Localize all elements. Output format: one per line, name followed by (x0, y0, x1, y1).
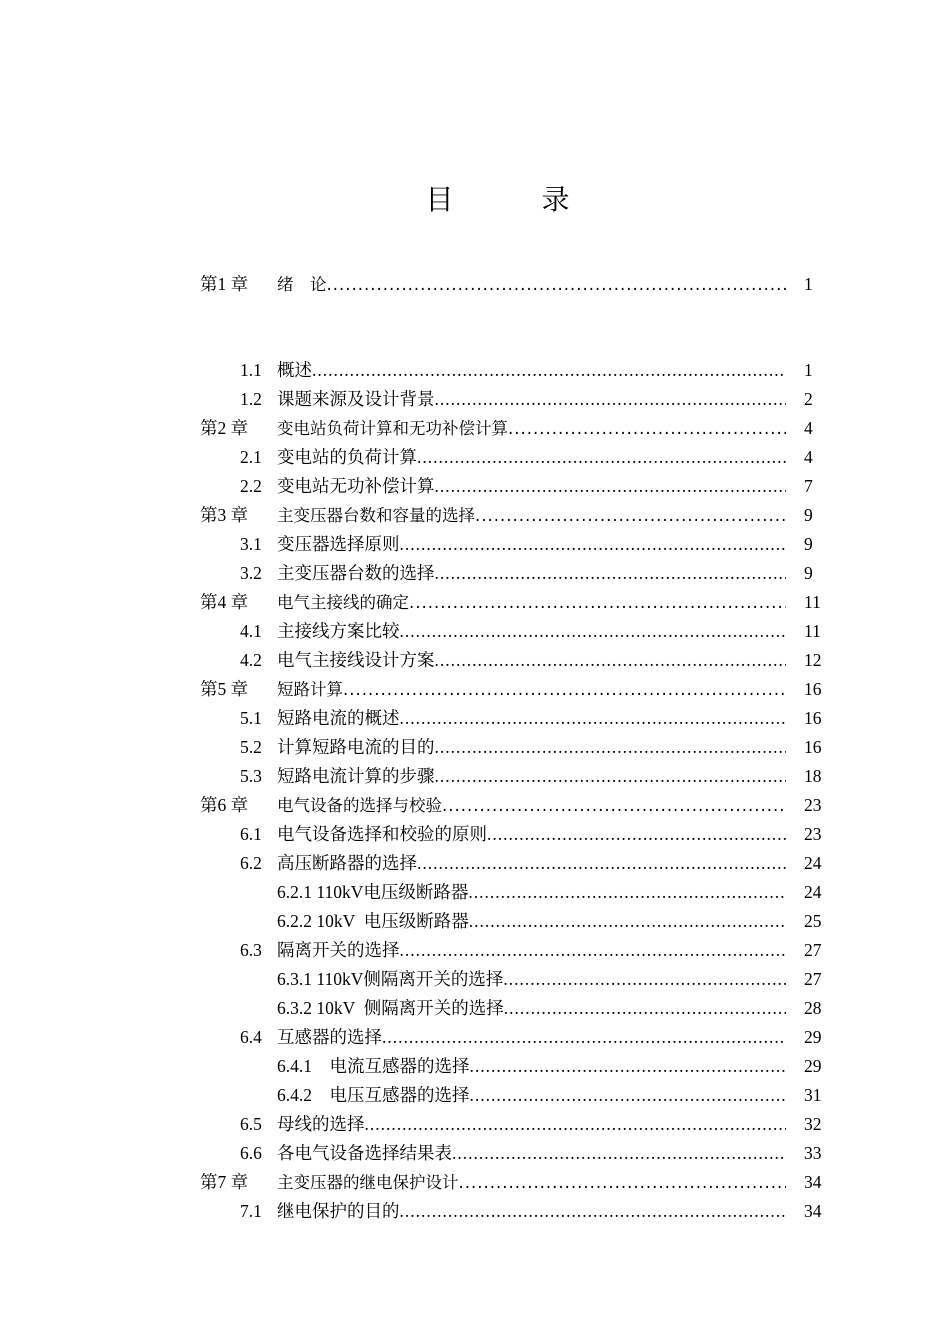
toc-entry-page: 31 (804, 1085, 822, 1105)
toc-entry[interactable] (200, 414, 840, 443)
toc-entry-page: 1 (804, 274, 813, 294)
toc-entry-page: 25 (804, 911, 822, 931)
toc-leader-dots (327, 270, 787, 299)
toc-entry-title: 短路电流计算的步骤 (277, 766, 435, 786)
toc-leader-dots (442, 791, 786, 820)
toc-entry[interactable] (200, 443, 840, 472)
toc-leader-dots (417, 849, 786, 878)
toc-entry[interactable] (200, 733, 840, 762)
toc-entry-page: 2 (804, 389, 813, 409)
toc-entry-title: 电气主接线的确定 (277, 593, 409, 612)
toc-entry-title: 电压互感器的选择 (316, 1085, 470, 1105)
toc-entry[interactable] (200, 849, 840, 878)
toc-entry-page: 16 (804, 679, 822, 699)
toc-leader-dots (503, 965, 786, 994)
toc-leader-dots (504, 994, 786, 1023)
toc-entry-title: 计算短路电流的目的 (277, 737, 435, 757)
toc-entry-number: 5.2 (240, 737, 262, 757)
toc-entry-title: 主变压器台数的选择 (277, 563, 435, 583)
toc-entry-title: 主变压器台数和容量的选择 (277, 506, 475, 525)
toc-entry-title: 主变压器的继电保护设计 (277, 1173, 459, 1192)
toc-leader-dots (382, 1023, 786, 1052)
toc-entry[interactable] (200, 617, 840, 646)
toc-entry-title: 变压器选择原则 (277, 534, 400, 554)
toc-entry[interactable] (200, 559, 840, 588)
toc-entry[interactable] (200, 1081, 840, 1110)
toc-entry[interactable] (200, 356, 840, 385)
toc-entry-page: 23 (804, 824, 822, 844)
toc-leader-dots (452, 1139, 786, 1168)
toc-entry-page: 29 (804, 1027, 822, 1047)
toc-leader-dots (475, 501, 786, 530)
toc-entry-title: 电气设备的选择与校验 (277, 796, 442, 815)
toc-leader-dots (468, 878, 786, 907)
toc-leader-dots (470, 1081, 787, 1110)
toc-entry-number: 6.4.1 (277, 1056, 317, 1076)
toc-entry-page: 18 (804, 766, 822, 786)
toc-leader-dots (400, 530, 787, 559)
toc-entry-title: 电流互感器的选择 (316, 1056, 470, 1076)
toc-entry-number: 6.4.2 (277, 1085, 317, 1105)
toc-entry-page: 9 (804, 505, 813, 525)
toc-entry-number: 6.3.2 (277, 998, 317, 1018)
toc-leader-dots (400, 936, 787, 965)
toc-entry-number: 4.2 (240, 650, 262, 670)
toc-entry[interactable] (200, 791, 840, 820)
toc-entry-title: 绪 论 (277, 275, 327, 294)
toc-entry-page: 16 (804, 737, 822, 757)
toc-entry-page: 29 (804, 1056, 822, 1076)
toc-leader-dots (365, 1110, 787, 1139)
toc-entry-number: 7.1 (240, 1201, 262, 1221)
toc-entry-title: 短路计算 (277, 680, 343, 699)
table-of-contents (200, 270, 840, 1226)
toc-entry-number: 6.3 (240, 940, 262, 960)
toc-entry-title: 母线的选择 (277, 1114, 365, 1134)
toc-entry-number: 6.2.1 (277, 882, 317, 902)
toc-entry[interactable] (200, 936, 840, 965)
toc-entry-title: 高压断路器的选择 (277, 853, 417, 873)
toc-entry-title: 隔离开关的选择 (277, 940, 400, 960)
toc-leader-dots (435, 472, 787, 501)
toc-entry-number: 6.6 (240, 1143, 262, 1163)
toc-entry-page: 12 (804, 650, 822, 670)
toc-entry-number: 6.3.1 (277, 969, 317, 989)
toc-leader-dots (435, 559, 787, 588)
toc-entry-page: 34 (804, 1172, 822, 1192)
toc-entry[interactable] (200, 704, 840, 733)
toc-entry[interactable] (200, 762, 840, 791)
toc-entry-title: 变电站无功补偿计算 (277, 476, 435, 496)
toc-entry-title: 110kV侧隔离开关的选择 (316, 969, 504, 989)
toc-entry[interactable] (200, 270, 840, 299)
toc-entry-title: 主接线方案比较 (277, 621, 400, 641)
toc-entry-title: 概述 (277, 360, 312, 380)
toc-entry[interactable] (200, 1139, 840, 1168)
toc-entry-page: 27 (804, 940, 822, 960)
toc-entry-number: 6.4 (240, 1027, 262, 1047)
toc-leader-dots (435, 385, 787, 414)
toc-entry-number: 第7 章 (200, 1172, 249, 1192)
toc-entry-number: 6.2.2 (277, 911, 317, 931)
toc-entry-title: 各电气设备选择结果表 (277, 1143, 452, 1163)
toc-entry-page: 11 (804, 592, 821, 612)
toc-entry[interactable] (200, 385, 840, 414)
toc-entry-page: 9 (804, 534, 813, 554)
toc-entry-title: 电气主接线设计方案 (277, 650, 435, 670)
toc-entry-title: 变电站的负荷计算 (277, 447, 417, 467)
toc-entry-page: 24 (804, 853, 822, 873)
toc-entry[interactable] (200, 675, 840, 704)
toc-entry-title: 10kV 电压级断路器 (316, 911, 469, 931)
toc-entry[interactable] (200, 472, 840, 501)
toc-leader-dots (487, 820, 786, 849)
toc-entry[interactable] (200, 1197, 840, 1226)
toc-entry[interactable] (200, 530, 840, 559)
toc-leader-dots (435, 733, 787, 762)
toc-leader-dots (400, 704, 787, 733)
toc-entry[interactable] (200, 907, 840, 936)
toc-entry-number: 5.3 (240, 766, 262, 786)
toc-entry[interactable] (200, 878, 840, 907)
toc-leader-dots (459, 1168, 787, 1197)
toc-leader-dots (469, 907, 786, 936)
toc-entry-title: 10kV 侧隔离开关的选择 (316, 998, 504, 1018)
toc-entry-number: 6.2 (240, 853, 262, 873)
toc-entry-number: 第1 章 (200, 274, 249, 294)
toc-entry-number: 第4 章 (200, 592, 249, 612)
toc-leader-dots (435, 646, 787, 675)
toc-leader-dots (417, 443, 786, 472)
toc-entry-number: 2.1 (240, 447, 262, 467)
toc-entry-title: 互感器的选择 (277, 1027, 382, 1047)
toc-entry-page: 28 (804, 998, 822, 1018)
toc-entry-number: 6.1 (240, 824, 262, 844)
toc-entry[interactable] (200, 820, 840, 849)
spacer (200, 299, 840, 356)
toc-entry-title: 短路电流的概述 (277, 708, 400, 728)
toc-entry-number: 3.1 (240, 534, 262, 554)
toc-title: 目 录 (425, 183, 600, 216)
toc-entry[interactable] (200, 1023, 840, 1052)
toc-entry-page: 9 (804, 563, 813, 583)
toc-entry-title: 电气设备选择和校验的原则 (277, 824, 487, 844)
toc-leader-dots (343, 675, 786, 704)
toc-entry-page: 1 (804, 360, 813, 380)
toc-entry-page: 33 (804, 1143, 822, 1163)
toc-entry-number: 第6 章 (200, 795, 249, 815)
toc-leader-dots (470, 1052, 787, 1081)
toc-leader-dots (312, 356, 786, 385)
toc-leader-dots (435, 762, 787, 791)
toc-entry-title: 课题来源及设计背景 (277, 389, 435, 409)
toc-entry-page: 7 (804, 476, 813, 496)
toc-entry-page: 23 (804, 795, 822, 815)
toc-entry-number: 6.5 (240, 1114, 262, 1134)
toc-entry-number: 1.2 (240, 389, 262, 409)
toc-leader-dots (400, 617, 787, 646)
toc-entry-title: 110kV电压级断路器 (316, 882, 469, 902)
toc-entry-number: 1.1 (240, 360, 262, 380)
toc-entry-number: 第5 章 (200, 679, 249, 699)
toc-entry-page: 32 (804, 1114, 822, 1134)
toc-entry-number: 5.1 (240, 708, 262, 728)
toc-leader-dots (400, 1197, 787, 1226)
toc-entry-number: 3.2 (240, 563, 262, 583)
toc-entry-title: 变电站负荷计算和无功补偿计算 (277, 419, 508, 438)
toc-entry[interactable] (200, 501, 840, 530)
toc-entry[interactable] (200, 965, 840, 994)
toc-entry[interactable] (200, 1052, 840, 1081)
toc-entry[interactable] (200, 994, 840, 1023)
toc-entry-number: 第3 章 (200, 505, 249, 525)
toc-entry-number: 4.1 (240, 621, 262, 641)
toc-entry-number: 第2 章 (200, 418, 249, 438)
toc-entry-page: 11 (804, 621, 821, 641)
toc-leader-dots (508, 414, 786, 443)
toc-entry-page: 4 (804, 418, 813, 438)
toc-entry[interactable] (200, 646, 840, 675)
toc-entry[interactable] (200, 1168, 840, 1197)
toc-entry-number: 2.2 (240, 476, 262, 496)
toc-entry-page: 4 (804, 447, 813, 467)
toc-entry-page: 24 (804, 882, 822, 902)
toc-entry-title: 继电保护的目的 (277, 1201, 400, 1221)
toc-entry-page: 34 (804, 1201, 822, 1221)
toc-entry[interactable] (200, 1110, 840, 1139)
toc-entry-page: 27 (804, 969, 822, 989)
toc-leader-dots (409, 588, 786, 617)
toc-entry[interactable] (200, 588, 840, 617)
toc-entry-page: 16 (804, 708, 822, 728)
